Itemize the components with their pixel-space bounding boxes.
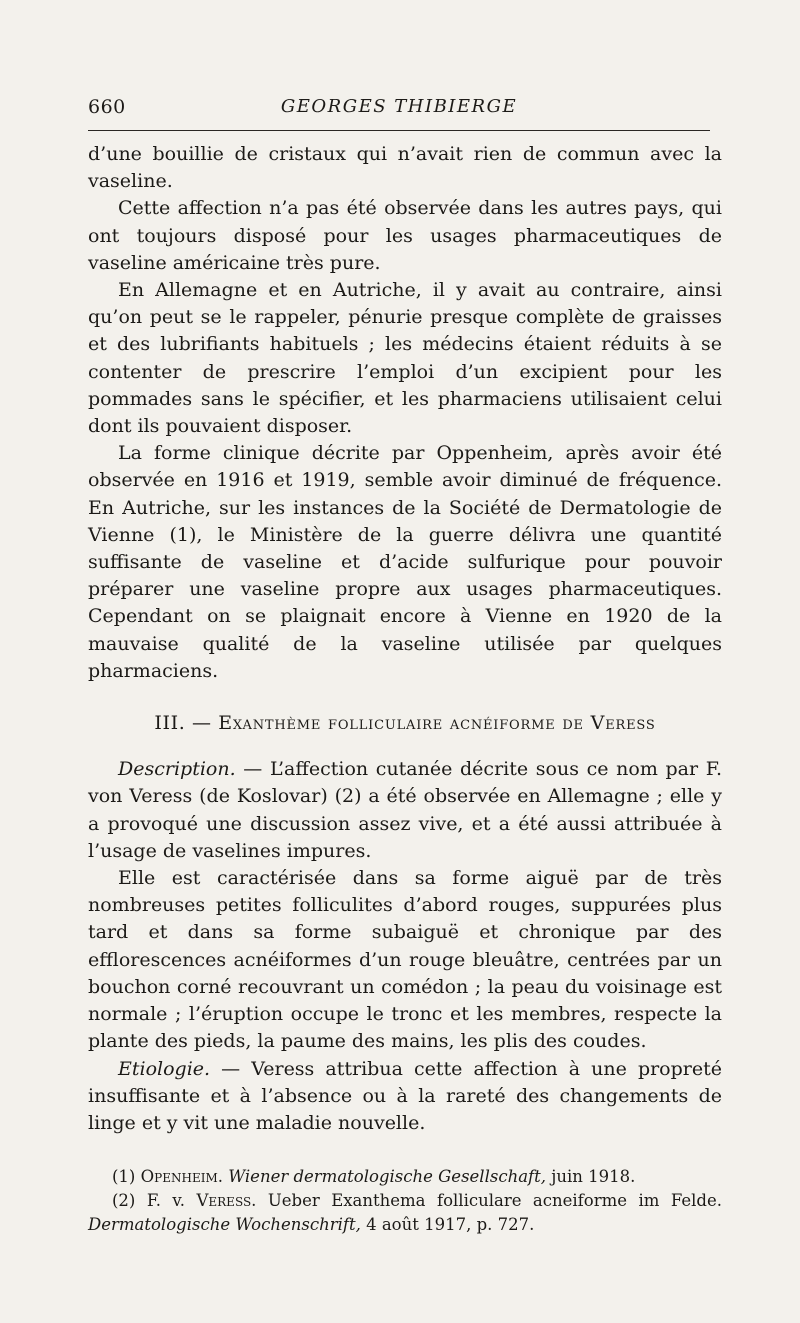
paragraph-description (88, 756, 722, 865)
section-number: III. — (154, 712, 212, 735)
footnote-gap (88, 1137, 722, 1165)
paragraph-continuation: d’une bouillie de cristaux qui n’avait rien de commun avec la vaseline. (88, 143, 722, 193)
paragraph-other-countries: Cette affection n’a pas été observée dans les autres pays, qui ont toujours disposé pour les usages pharmaceutiques de vaseline américaine très pure. (88, 197, 722, 274)
section-heading (88, 710, 722, 737)
paragraph-oppenheim: La forme clinique décrite par Oppenheim, après avoir été observée en 1916 et 1919, semble avoir diminué de fréquence. En Autriche, sur les instances de la Société de Dermatologie de Vienne (1), le Ministère de la guerre délivra une quantité suffisante de vaseline et d’acide sulfurique pour pouvoir préparer une vaseline propre aux usages pharmaceutiques. Cependant on se plaignait encore à Vienne en 1920 de la mauvaise qualité de la vaseline utilisée par quelques pharmaciens. (88, 442, 722, 682)
footnote-title: Wiener dermatologische Gesellschaft, (228, 1167, 547, 1187)
footnote-text: Ueber Exanthema folliculare acneiforme im Felde. (256, 1191, 722, 1211)
etiology-label: Etiologie. (118, 1057, 211, 1080)
etiology-text: — Veress attribua cette affection à une propreté insuffisante et à l’absence ou à la rareté des changements de linge et y vit une maladie nouvelle. (88, 1057, 722, 1134)
description-label: Description. (118, 758, 236, 781)
paragraph-germany-austria: En Allemagne et en Autriche, il y avait au contraire, ainsi qu’on peut se le rappeler, pénurie presque complète de graisses et des lubrifiants habituels ; les médecins étaient réduits à se contenter de prescrire l’emploi d’un excipient pour les pommades sans le spécifier, et les pharmaciens utilisaient celui dont ils pouvaient disposer. (88, 279, 722, 438)
footnote-rest: juin 1918. (546, 1167, 636, 1187)
paragraph-clinical: Elle est caractérisée dans sa forme aiguë par de très nombreuses petites folliculites d’abord rouges, suppurées plus tard et dans sa forme subaiguë et chronique par des efflorescences acnéiformes d’un rouge bleuâtre, centrées par un bouchon corné recouvrant un comédon ; la peau du voisinage est normale ; l’éruption occupe le tronc et les membres, respecte la plante des pieds, la paume des mains, les plis des coudes. (88, 867, 722, 1053)
description-text: — L’affection cutanée décrite sous ce nom par F. von Veress (de Koslovar) (2) a été observée en Allemagne ; elle y a provoqué une discussion assez vive, et a été aussi attribuée à l’usage de vaselines impures. (88, 758, 722, 862)
footnote-rest: 4 août 1917, p. 727. (360, 1215, 535, 1235)
footnote-prefix: F. v. (146, 1191, 186, 1211)
section-title: Exanthème folliculaire acnéiforme de Veress (218, 712, 656, 735)
paragraph-etiology (88, 1056, 722, 1138)
header-rule (88, 130, 710, 131)
footnote-2 (88, 1189, 722, 1237)
footnote-author: Veress. (196, 1191, 257, 1211)
footnote-marker: (1) (112, 1167, 136, 1187)
footnote-author: Openheim. (140, 1167, 223, 1187)
running-title: GEORGES THIBIERGE (280, 96, 518, 117)
footnote-1 (88, 1165, 722, 1189)
footnote-journal: Dermatologische Wochenschrift, (88, 1215, 361, 1235)
page-header (88, 96, 710, 126)
page-number: 660 (88, 96, 126, 118)
body-text (88, 141, 722, 1237)
footnote-marker: (2) (112, 1191, 136, 1211)
